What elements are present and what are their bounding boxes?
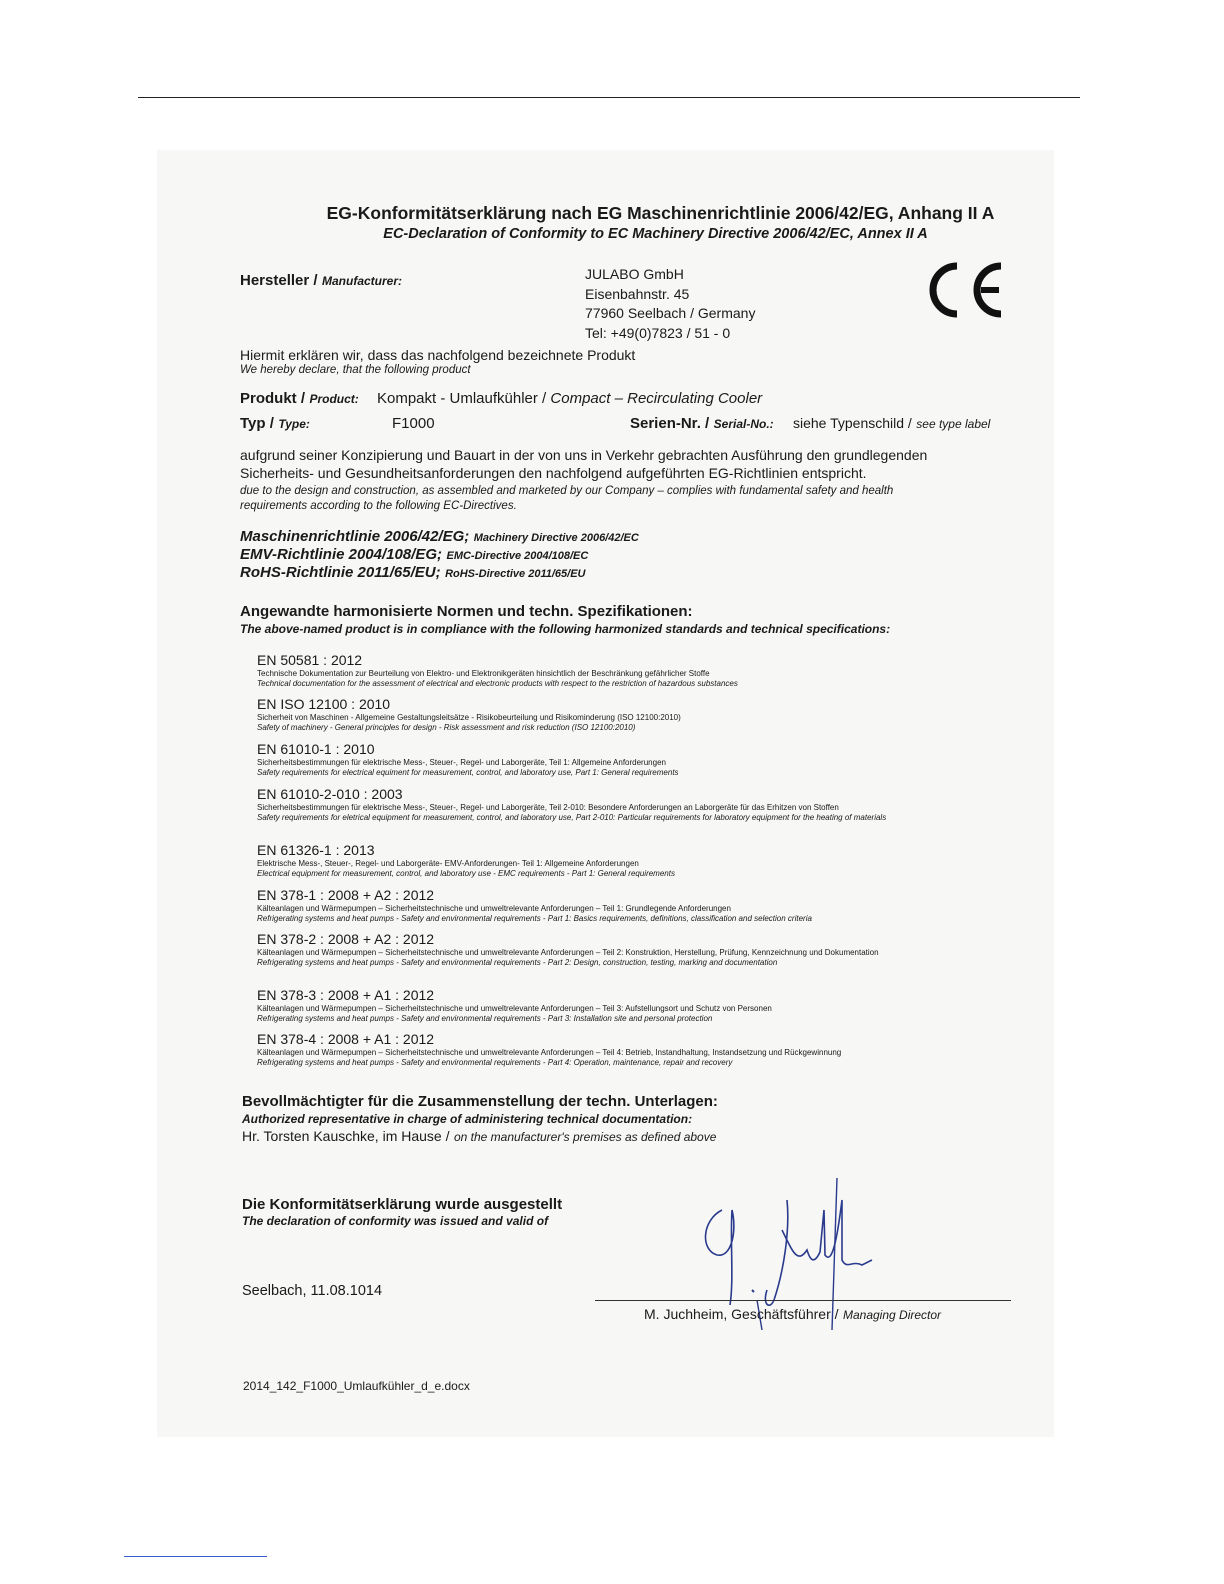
declaration-scan bbox=[157, 150, 1054, 1437]
header-rule bbox=[138, 97, 1080, 98]
standard-item: EN 378-2 : 2008 + A2 : 2012 Kälteanlagen und Wärmepumpen – Sicherheitstechnische und umweltrelevante Anforderungen – Teil 2: Konstruktion, Herstellung, Prüfung, Kennzeichnung und Dokumentation Refrigerating systems and heat pumps - Safety and environmental requirements - Part 2: Design, construction, testing, marking and documentation bbox=[257, 931, 879, 967]
issued-de: Die Konformitätserklärung wurde ausgestellt bbox=[242, 1196, 563, 1213]
standard-item: EN ISO 12100 : 2010 Sicherheit von Maschinen - Allgemeine Gestaltungsleitsätze - Risikobeurteilung und Risikominderung (ISO 12100:2010) Safety of machinery - General principles for design - Risk assessment and risk reduction (ISO 12100:2010) bbox=[257, 696, 681, 732]
declare-en: We hereby declare, that the following product bbox=[240, 364, 471, 376]
representative-heading-en: Authorized representative in charge of administering technical documentation: bbox=[242, 1112, 693, 1126]
title-de: EG-Konformitätserklärung nach EG Maschinenrichtlinie 2006/42/EG, Anhang II A bbox=[326, 203, 995, 223]
representative-heading-de: Bevollmächtigter für die Zusammenstellung der techn. Unterlagen: bbox=[242, 1093, 718, 1110]
standard-item: EN 61010-1 : 2010 Sicherheitsbestimmungen für elektrische Mess-, Steuer-, Regel- und Laborgeräte, Teil 1: Allgemeine Anforderungen Safety requirements for electrical equiment for measurement, control, and laboratory use, Part 1: General requirements bbox=[257, 741, 679, 777]
declare-de: Hiermit erklären wir, dass das nachfolgend bezeichnete Produkt bbox=[240, 347, 636, 363]
standard-item: EN 50581 : 2012 Technische Dokumentation zur Beurteilung von Elektro- und Elektronikgeräten hinsichtlich der Beschränkung gefährlicher Stoffe Technical documentation for the assessment of electrical and electronic products with respect to the restriction of hazardous substances bbox=[257, 652, 738, 688]
directive-emc: EMV-Richtlinie 2004/108/EG; EMC-Directive 2004/108/EC bbox=[240, 546, 589, 563]
standards-heading-en: The above-named product is in compliance with the following harmonized standards and technical specifications: bbox=[240, 622, 891, 636]
standard-item: EN 378-4 : 2008 + A1 : 2012 Kälteanlagen und Wärmepumpen – Sicherheitstechnische und umweltrelevante Anforderungen – Teil 4: Betrieb, Instandhaltung, Instandsetzung und Rückgewinnung Refrigerating systems and heat pumps - Safety and environmental requirements - Part 4: Operation, maintenance, repair and recovery bbox=[257, 1031, 842, 1067]
basis-en-2: requirements according to the following EC-Directives. bbox=[240, 500, 517, 512]
standard-item: EN 378-3 : 2008 + A1 : 2012 Kälteanlagen und Wärmepumpen – Sicherheitstechnische und umweltrelevante Anforderungen – Teil 3: Aufstellungsort und Schutz von Personen Refrigerating systems and heat pumps - Safety and environmental requirements - Part 3: Installation site and personal protection bbox=[257, 987, 772, 1023]
type-label: Typ / Type: bbox=[240, 415, 310, 432]
type-value: F1000 bbox=[392, 415, 435, 432]
product-value: Kompakt - Umlaufkühler / Compact – Recirculating Cooler bbox=[377, 390, 763, 407]
ce-mark-icon bbox=[923, 260, 1007, 320]
standards-heading-de: Angewandte harmonisierte Normen und techn. Spezifikationen: bbox=[240, 603, 693, 620]
directive-rohs: RoHS-Richtlinie 2011/65/EU; RoHS-Directive 2011/65/EU bbox=[240, 564, 586, 581]
manufacturer-label: Hersteller / Manufacturer: bbox=[240, 272, 403, 289]
representative-name: Hr. Torsten Kauschke, im Hause / on the manufacturer's premises as defined above bbox=[242, 1128, 717, 1144]
directive-machinery: Maschinenrichtlinie 2006/42/EG; Machinery Directive 2006/42/EC bbox=[240, 528, 639, 545]
serial-label: Serien-Nr. / Serial-No.: bbox=[630, 415, 774, 432]
basis-de-2: Sicherheits- und Gesundheitsanforderungen den nachfolgend aufgeführten EG-Richtlinien entspricht. bbox=[240, 465, 867, 481]
issued-en: The declaration of conformity was issued and valid of bbox=[242, 1214, 549, 1228]
standard-item: EN 378-1 : 2008 + A2 : 2012 Kälteanlagen und Wärmepumpen – Sicherheitstechnische und umweltrelevante Anforderungen – Teil 1: Grundlegende Anforderungen Refrigerating systems and heat pumps - Safety and environmental requirements - Part 1: Basics requirements, definitions, classification and selection criteria bbox=[257, 887, 812, 923]
basis-en-1: due to the design and construction, as assembled and marketed by our Company – complies with fundamental safety and health bbox=[240, 485, 894, 497]
signatory: M. Juchheim, Geschäftsführer / Managing Director bbox=[644, 1306, 942, 1322]
basis-de-1: aufgrund seiner Konzipierung und Bauart in der von uns in Verkehr gebrachten Ausführung den grundlegenden bbox=[240, 447, 928, 463]
footer-filename: 2014_142_F1000_Umlaufkühler_d_e.docx bbox=[243, 1379, 470, 1393]
signature-line bbox=[595, 1300, 1011, 1301]
standard-item: EN 61010-2-010 : 2003 Sicherheitsbestimmungen für elektrische Mess-, Steuer-, Regel- und Laborgeräte, Teil 2-010: Besondere Anforderungen an Laborgeräte für das Erhitzen von Stoffen Safety requirements for eletrical equipment for measurement, control, and laboratory use, Part 2-010: Particular requirements for laboratory equipment for the heating of materials bbox=[257, 786, 887, 822]
place-date: Seelbach, 11.08.1014 bbox=[242, 1283, 383, 1299]
standard-item: EN 61326-1 : 2013 Elektrische Mess-, Steuer-, Regel- und Laborgeräte- EMV-Anforderungen- Teil 1: Allgemeine Anforderungen Electrical equipment for measurement, control, and laboratory use - EMC requirements - Part 1: General requirements bbox=[257, 842, 675, 878]
footnote-rule bbox=[124, 1556, 267, 1557]
manufacturer-address: JULABO GmbH Eisenbahnstr. 45 77960 Seelbach / Germany Tel: +49(0)7823 / 51 - 0 bbox=[585, 266, 756, 341]
title-en: EC-Declaration of Conformity to EC Machinery Directive 2006/42/EC, Annex II A bbox=[383, 226, 928, 242]
product-label: Produkt / Product: bbox=[240, 390, 359, 407]
serial-value: siehe Typenschild / see type label bbox=[793, 415, 991, 431]
